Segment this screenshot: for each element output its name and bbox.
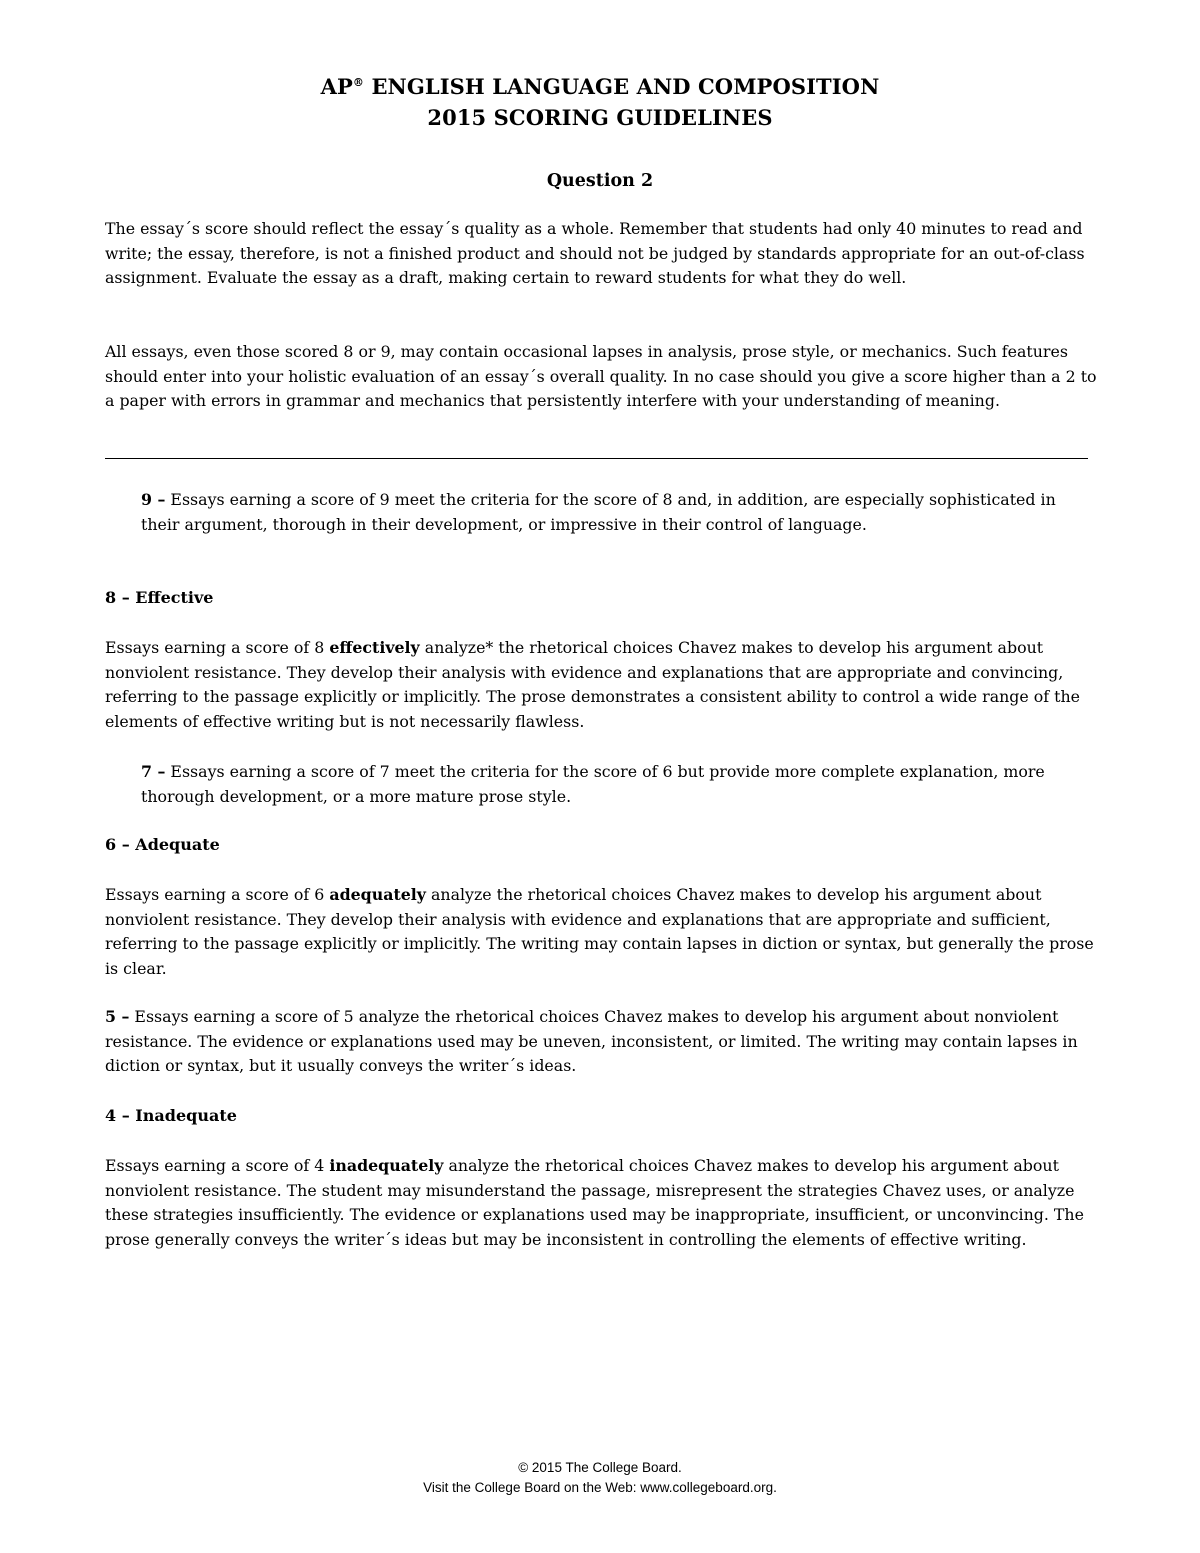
score-4-heading: 4 – Inadequate: [105, 1106, 237, 1125]
score-9-paragraph: [141, 488, 1096, 537]
document-subtitle: 2015 SCORING GUIDELINES: [427, 105, 773, 130]
score-5-text: Essays earning a score of 5 analyze the rhetorical choices Chavez makes to develop his argument about nonviolent resistance. The evidence or explanations used may be uneven, inconsistent, or limited. The writing may contain lapses in diction or syntax, but it usually conveys the writer´s ideas.: [105, 1007, 1078, 1075]
document-title: [0, 72, 1200, 102]
score-5-label: 5 –: [105, 1007, 130, 1026]
score-8-post: analyze* the rhetorical choices Chavez makes to develop his argument about nonviolent resistance. They develop their analysis with evidence and explanations that are appropriate and convincing, referring to the passage explicitly or implicitly. The prose demonstrates a consistent ability to control a wide range of the elements of effective writing but is not necessarily flawless.: [105, 638, 1081, 731]
score-7-label: 7 –: [141, 762, 166, 781]
score-6-pre: Essays earning a score of 6: [105, 885, 330, 904]
score-7-text: Essays earning a score of 7 meet the criteria for the score of 6 but provide more complete explanation, more thorough development, or a more mature prose style.: [141, 762, 1045, 806]
score-8-keyword: effectively: [329, 638, 420, 657]
score-7-paragraph: [141, 760, 1096, 809]
score-4-paragraph: [105, 1154, 1100, 1252]
score-9-text: Essays earning a score of 9 meet the criteria for the score of 8 and, in addition, are especially sophisticated in their argument, thorough in their development, or impressive in their control of language.: [141, 490, 1056, 534]
score-4-keyword: inadequately: [329, 1156, 444, 1175]
footer-website-link[interactable]: Visit the College Board on the Web: www.collegeboard.org.: [423, 1480, 777, 1495]
title-prefix: AP: [320, 74, 353, 99]
score-9-label: 9 –: [141, 490, 166, 509]
score-6-heading: 6 – Adequate: [105, 835, 220, 854]
footer-copyright: © 2015 The College Board.: [518, 1460, 682, 1475]
score-6-paragraph: [105, 883, 1100, 981]
score-6-keyword: adequately: [329, 885, 426, 904]
score-8-heading: 8 – Effective: [105, 588, 214, 607]
registered-mark: ®: [352, 76, 365, 89]
intro-paragraph-1: The essay´s score should reflect the essay´s quality as a whole. Remember that students had only 40 minutes to read and write; the essay, therefore, is not a finished product and should not be judged by standards appropriate for an out-of-class assignment. Evaluate the essay as a draft, making certain to reward students for what they do well.: [105, 219, 1085, 287]
score-5-paragraph: [105, 1005, 1100, 1079]
question-heading: Question 2: [546, 171, 654, 191]
score-8-paragraph: [105, 636, 1100, 734]
score-4-post: analyze the rhetorical choices Chavez makes to develop his argument about nonviolent resistance. The student may misunderstand the passage, misrepresent the strategies Chavez uses, or analyze these strategies insufficiently. The evidence or explanations used may be inappropriate, insufficient, or unconvincing. The prose generally conveys the writer´s ideas but may be inconsistent in controlling the elements of effective writing.: [105, 1156, 1084, 1249]
intro-paragraph-2: All essays, even those scored 8 or 9, may contain occasional lapses in analysis, prose style, or mechanics. Such features should enter into your holistic evaluation of an essay´s overall quality. In no case should you give a score higher than a 2 to a paper with errors in grammar and mechanics that persistently interfere with your understanding of meaning.: [105, 342, 1097, 410]
score-4-pre: Essays earning a score of 4: [105, 1156, 330, 1175]
score-6-post: analyze the rhetorical choices Chavez makes to develop his argument about nonviolent resistance. They develop their analysis with evidence and explanations that are appropriate and sufficient, referring to the passage explicitly or implicitly. The writing may contain lapses in diction or syntax, but generally the prose is clear.: [105, 885, 1094, 978]
section-divider: [105, 458, 1088, 459]
title-rest: ENGLISH LANGUAGE AND COMPOSITION: [364, 74, 880, 99]
score-8-pre: Essays earning a score of 8: [105, 638, 330, 657]
